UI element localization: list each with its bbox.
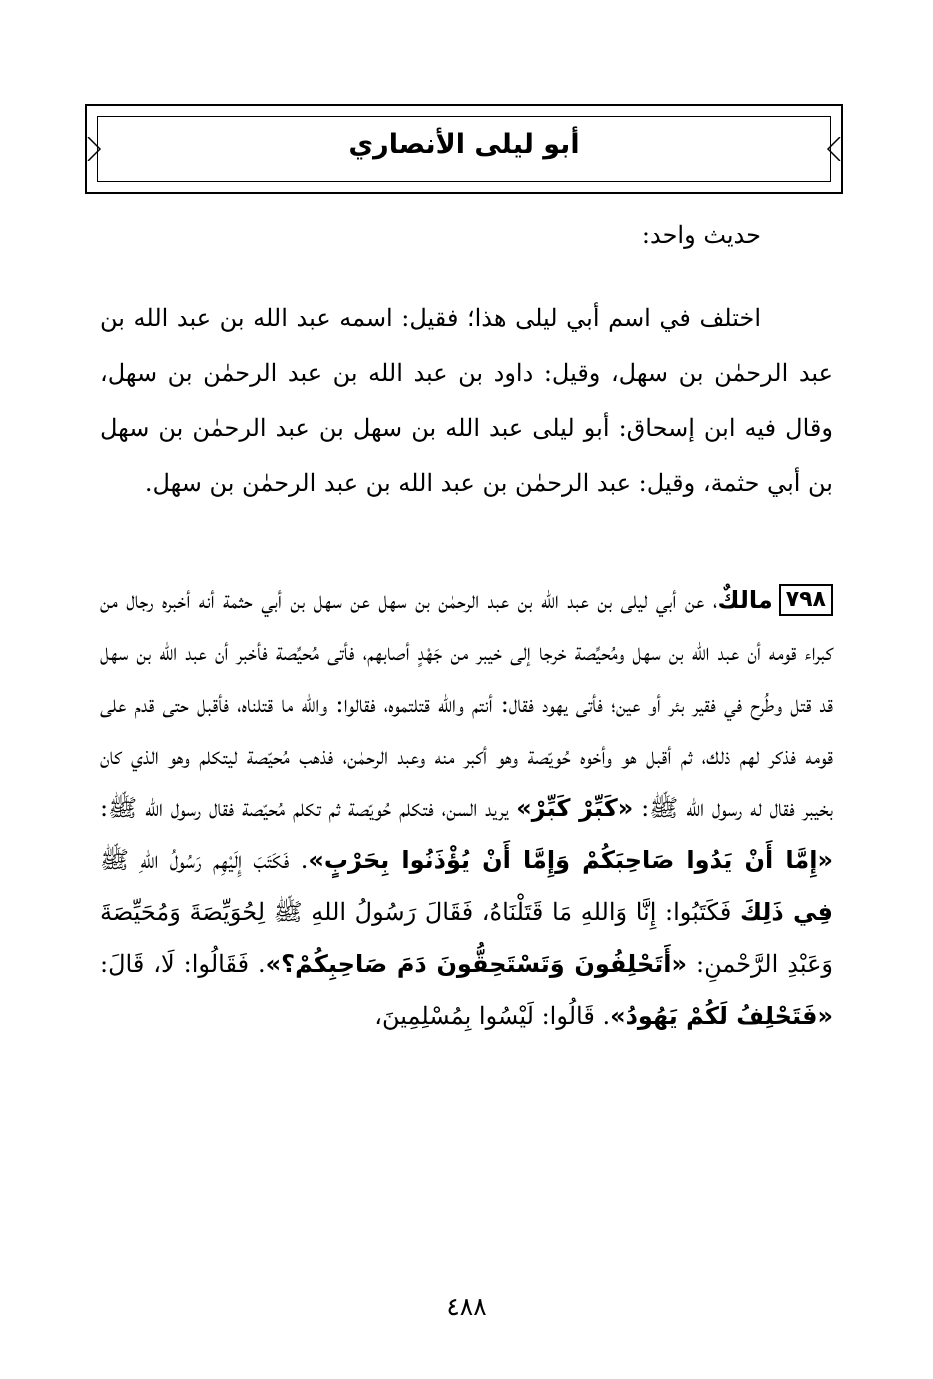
- prophetic-quote: «فَتَحْلِفُ لَكُمْ يَهُودُ»: [610, 1002, 833, 1030]
- hadith-text-segment: يريد السن، فتكلم حُويّصة ثم تكلم مُحيّصة فقال رسول الله ﷺ:: [100, 794, 517, 822]
- chapter-title-frame: [85, 104, 843, 194]
- subheading: حديث واحد:: [641, 221, 761, 249]
- prophetic-quote: «كَبِّرْ كَبِّرْ»: [516, 794, 634, 822]
- prophetic-quote: «إِمَّا أَنْ يَدُوا صَاحِبَكُمْ وَإِمَّا أَنْ يُؤْذَنُوا بِحَرْبٍ»: [308, 846, 833, 874]
- hadith-text-segment: . قَالُوا: لَيْسُوا بِمُسْلِمِينَ،: [374, 1002, 611, 1030]
- chapter-title: أبو ليلى الأنصاري: [348, 129, 580, 160]
- hadith-text-segment: . فَكَتَبَ إِلَيْهِم رَسُولُ اللهِ ﷺ: [100, 846, 309, 874]
- emphasized-phrase: فِي ذَلِكَ: [739, 898, 833, 926]
- page-number: ٤٨٨: [446, 1292, 487, 1321]
- hadith-text-segment: ، عن أبي ليلى بن عبد الله بن عبد الرحمٰن بن سهل عن سهل بن أبي حثمة أنه أخبره رجال من كبراء قومه أن عبد الله بن سهل ومُحيِّصة خرجا إلى خيبر من جَهْدٍ أصابهم، فأتى مُحيِّصة فأخبر أن عبد الله بن سهل قد قتل وطُرح في فقير بئر أو عين؛ فأتى يهود فقال: أنتم والله قتلتموه، فقالوا: والله ما قتلناه، فأقبل حتى قدم على قومه فذكر لهم ذلك، ثم أقبل هو وأخوه حُويّصة وهو أكبر منه وعبد الرحمٰن، فذهب مُحيّصة ليتكلم وهو الذي كان بخيبر فقال له رسول الله ﷺ:: [100, 586, 834, 822]
- hadith-paragraph: [100, 574, 833, 1042]
- prophetic-quote: «أَتَحْلِفُونَ وَتَسْتَحِقُّونَ دَمَ صَاحِبِكُمْ؟»: [265, 950, 688, 978]
- hadith-number-box: ٧٩٨: [779, 584, 833, 616]
- hadith-text-segment: فَكَتَبُوا: إِنَّا وَاللهِ مَا قَتَلْنَاهُ، فَقَالَ رَسُولُ اللهِ ﷺ لِحُوَيِّصَةَ وَمُحَيِّصَةَ وَعَبْدِ الرَّحْمنِ:: [100, 898, 833, 978]
- hadith-narrator: مالكٌ: [717, 586, 773, 614]
- intro-paragraph: اختلف في اسم أبي ليلى هذا؛ فقيل: اسمه عبد الله بن عبد الله بن عبد الرحمٰن بن سهل، وقيل: داود بن عبد الله بن عبد الرحمٰن بن سهل، وقال فيه ابن إسحاق: أبو ليلى عبد الله بن سهل بن عبد الرحمٰن بن سهل بن أبي حثمة، وقيل: عبد الرحمٰن بن عبد الله بن عبد الرحمٰن بن سهل.: [100, 304, 833, 497]
- hadith-text-segment: . فَقَالُوا: لَا، قَالَ:: [100, 950, 266, 978]
